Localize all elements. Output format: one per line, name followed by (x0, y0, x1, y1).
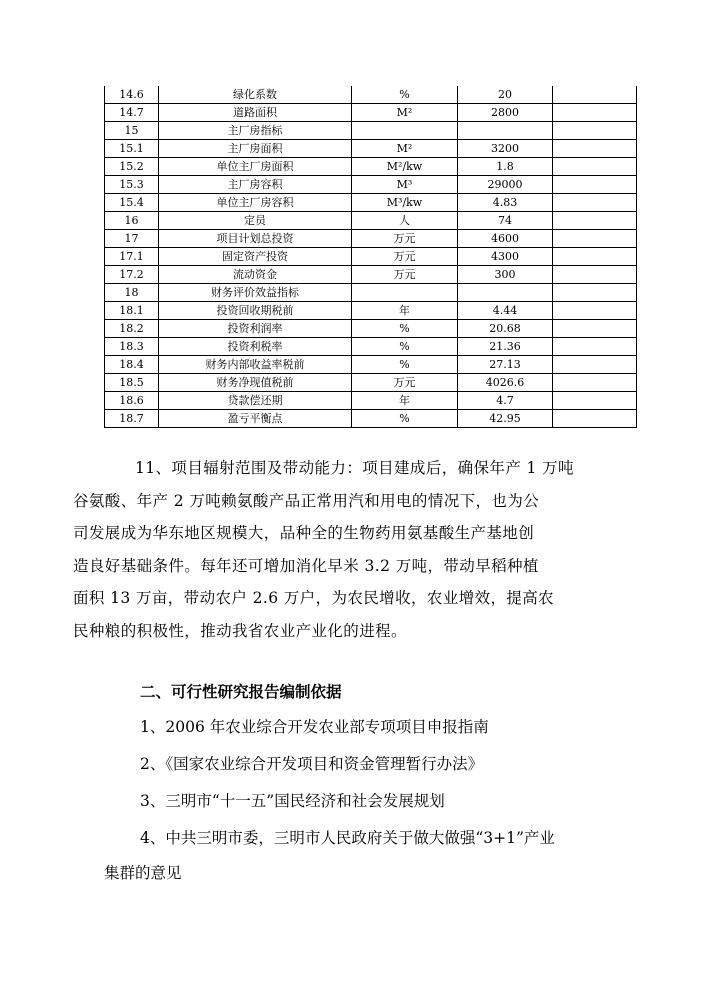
table-row (105, 230, 637, 248)
cell-note (553, 266, 637, 284)
cell-value: 4.83 (458, 194, 553, 212)
table-row (105, 320, 637, 338)
table-row (105, 212, 637, 230)
basis-item-2: 2、《国家农业综合开发项目和资金管理暂行办法》 (140, 755, 484, 773)
cell-no: 14.7 (105, 104, 159, 122)
cell-value: 74 (458, 212, 553, 230)
cell-name: 单位主厂房面积 (159, 158, 352, 176)
cell-name: 投资利税率 (159, 338, 352, 356)
cell-note (553, 284, 637, 302)
cell-note (553, 410, 637, 428)
cell-value: 2800 (458, 104, 553, 122)
cell-value: 42.95 (458, 410, 553, 428)
cell-value: 3200 (458, 140, 553, 158)
cell-note (553, 122, 637, 140)
table-row (105, 410, 637, 428)
cell-note (553, 356, 637, 374)
cell-name: 主厂房面积 (159, 140, 352, 158)
table-row (105, 194, 637, 212)
table-row (105, 302, 637, 320)
cell-value: 4.44 (458, 302, 553, 320)
table-row (105, 338, 637, 356)
table-row (105, 356, 637, 374)
cell-name: 贷款偿还期 (159, 392, 352, 410)
cell-name: 单位主厂房容积 (159, 194, 352, 212)
cell-unit: 万元 (352, 230, 458, 248)
cell-value: 20 (458, 86, 553, 104)
cell-unit: 万元 (352, 374, 458, 392)
cell-note (553, 176, 637, 194)
cell-name: 财务评价效益指标 (159, 284, 352, 302)
cell-name: 主厂房容积 (159, 176, 352, 194)
cell-unit: M³/kw (352, 194, 458, 212)
basis-item-4-line2: 集群的意见 (104, 864, 182, 882)
paragraph-line: 谷氨酸、年产 2 万吨赖氨酸产品正常用汽和用电的情况下，也为公 (73, 491, 540, 510)
cell-note (553, 248, 637, 266)
cell-unit: % (352, 338, 458, 356)
cell-name: 流动资金 (159, 266, 352, 284)
cell-note (553, 86, 637, 104)
cell-name: 财务内部收益率税前 (159, 356, 352, 374)
table-row (105, 176, 637, 194)
indicator-table (104, 86, 637, 428)
cell-unit: % (352, 356, 458, 374)
cell-value: 20.68 (458, 320, 553, 338)
cell-value: 1.8 (458, 158, 553, 176)
cell-unit: % (352, 86, 458, 104)
paragraph-line: 造良好基础条件。每年还可增加消化早米 3.2 万吨，带动早稻种植 (73, 556, 539, 575)
paragraph-line: 11、项目辐射范围及带动能力：项目建成后，确保年产 1 万吨 (135, 459, 574, 477)
cell-note (553, 104, 637, 122)
cell-unit (352, 122, 458, 140)
table-row (105, 86, 637, 104)
cell-no: 15.4 (105, 194, 159, 212)
cell-no: 18.5 (105, 374, 159, 392)
cell-name: 投资回收期税前 (159, 302, 352, 320)
cell-no: 15 (105, 122, 159, 140)
cell-unit: 年 (352, 302, 458, 320)
cell-note (553, 338, 637, 356)
cell-unit: 万元 (352, 248, 458, 266)
cell-name: 固定资产投资 (159, 248, 352, 266)
cell-name: 道路面积 (159, 104, 352, 122)
cell-value: 4026.6 (458, 374, 553, 392)
cell-unit: M²/kw (352, 158, 458, 176)
table-row (105, 392, 637, 410)
table-row (105, 266, 637, 284)
basis-item-4-line1: 4、中共三明市委，三明市人民政府关于做大做强“3+1”产业 (140, 829, 555, 847)
cell-note (553, 302, 637, 320)
cell-unit: % (352, 320, 458, 338)
cell-name: 投资利润率 (159, 320, 352, 338)
cell-no: 15.1 (105, 140, 159, 158)
cell-value (458, 284, 553, 302)
paragraph-11 (73, 452, 598, 647)
cell-no: 18 (105, 284, 159, 302)
cell-name: 财务净现值税前 (159, 374, 352, 392)
table-row (105, 140, 637, 158)
cell-value: 21.36 (458, 338, 553, 356)
cell-name: 盈亏平衡点 (159, 410, 352, 428)
cell-no: 18.2 (105, 320, 159, 338)
cell-unit: 年 (352, 392, 458, 410)
cell-no: 17 (105, 230, 159, 248)
table-row (105, 284, 637, 302)
cell-unit: M² (352, 140, 458, 158)
table-row (105, 158, 637, 176)
cell-note (553, 320, 637, 338)
table-row (105, 122, 637, 140)
cell-note (553, 158, 637, 176)
basis-item-1: 1、2006 年农业综合开发农业部专项项目申报指南 (140, 718, 489, 736)
cell-unit: 万元 (352, 266, 458, 284)
cell-note (553, 140, 637, 158)
cell-value: 4600 (458, 230, 553, 248)
paragraph-line: 民种粮的积极性，推动我省农业产业化的进程。 (73, 621, 407, 640)
cell-no: 15.2 (105, 158, 159, 176)
cell-name: 绿化系数 (159, 86, 352, 104)
cell-unit: 人 (352, 212, 458, 230)
section-heading: 二、可行性研究报告编制依据 (140, 683, 342, 701)
cell-note (553, 374, 637, 392)
cell-name: 项目计划总投资 (159, 230, 352, 248)
cell-value: 4.7 (458, 392, 553, 410)
indicator-table-body (105, 86, 637, 428)
cell-name: 主厂房指标 (159, 122, 352, 140)
table-row (105, 104, 637, 122)
cell-unit: % (352, 410, 458, 428)
cell-no: 17.1 (105, 248, 159, 266)
cell-note (553, 212, 637, 230)
cell-no: 17.2 (105, 266, 159, 284)
paragraph-line: 司发展成为华东地区规模大，品种全的生物药用氨基酸生产基地创 (73, 524, 535, 542)
cell-no: 16 (105, 212, 159, 230)
cell-no: 18.6 (105, 392, 159, 410)
cell-no: 15.3 (105, 176, 159, 194)
cell-no: 18.1 (105, 302, 159, 320)
cell-note (553, 392, 637, 410)
table-row (105, 374, 637, 392)
basis-item-3: 3、三明市“十一五”国民经济和社会发展规划 (140, 792, 445, 810)
cell-value: 4300 (458, 248, 553, 266)
cell-name: 定员 (159, 212, 352, 230)
cell-note (553, 194, 637, 212)
cell-value: 27.13 (458, 356, 553, 374)
cell-note (553, 230, 637, 248)
cell-value: 300 (458, 266, 553, 284)
cell-unit: M² (352, 104, 458, 122)
cell-value (458, 122, 553, 140)
cell-value: 29000 (458, 176, 553, 194)
cell-no: 14.6 (105, 86, 159, 104)
cell-unit: M³ (352, 176, 458, 194)
cell-no: 18.3 (105, 338, 159, 356)
paragraph-line: 面积 13 万亩，带动农户 2.6 万户，为农民增收，农业增效，提高农 (73, 589, 555, 607)
cell-no: 18.4 (105, 356, 159, 374)
table-row (105, 248, 637, 266)
cell-no: 18.7 (105, 410, 159, 428)
cell-unit (352, 284, 458, 302)
